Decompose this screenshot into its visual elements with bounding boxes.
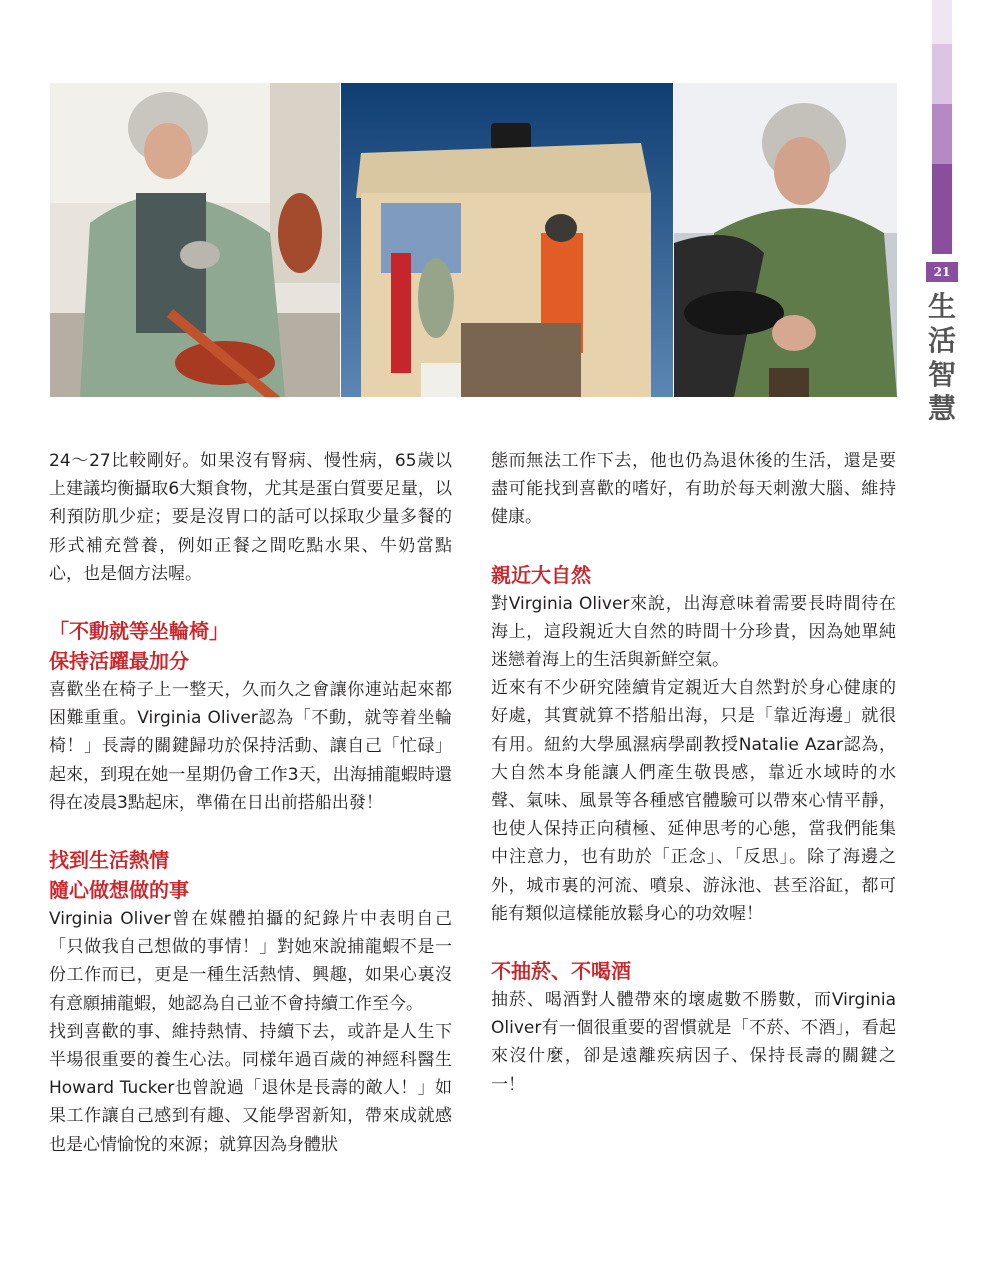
photo-boat-dusk xyxy=(341,83,673,397)
paragraph-continued: 態而無法工作下去，他也仍為退休後的生活，還是要盡可能找到喜歡的嗜好，有助於每天刺激大腦、維持健康。 xyxy=(491,451,896,528)
section-title xyxy=(926,290,958,426)
paragraph-passion: Virginia Oliver曾在媒體拍攝的紀錄片中表明自己「只做我自己想做的事情！」對她來說捕龍蝦不是一份工作而已，更是一種生活熱情、興趣，如果心裏沒有意願捕龍蝦，她認為自己並不會持續工作至今。 xyxy=(49,909,452,1014)
sidebar-tab-4 xyxy=(932,164,952,254)
paragraph-no-smoke-drink: 抽菸、喝酒對人體帶來的壞處數不勝數，而Virginia Oliver有一個很重要的習慣就是「不菸、不酒」，看起來沒什麼，卻是遠離疾病因子、保持長壽的關鍵之一！ xyxy=(491,990,896,1095)
photo-woman-lobster xyxy=(50,83,340,397)
section-title-char: 智 xyxy=(927,358,956,391)
paragraph-tucker: 找到喜歡的事、維持熱情、持續下去，或許是人生下半場很重要的養生心法。同樣年過百歲的神經科醫生Howard Tucker也曾說過「退休是長壽的敵人！」如果工作讓自己感到有趣、又能學習新知，帶來成就感也是心情愉悅的來源；就算因為身體狀 xyxy=(49,1021,452,1155)
intro-paragraph: 24～27比較剛好。如果沒有腎病、慢性病，65歲以上建議均衡攝取6大類食物，尤其是蛋白質要足量，以利預防肌少症；要是沒胃口的話可以採取少量多餐的形式補充營養，例如正餐之間吃點水果、牛奶當點心，也是個方法喔。 xyxy=(49,451,452,584)
heading-no-smoke-drink: 不抽菸、不喝酒 xyxy=(491,959,631,984)
section-title-char: 慧 xyxy=(927,392,956,425)
sidebar-tab-3 xyxy=(932,104,952,164)
heading-nature: 親近大自然 xyxy=(491,562,591,587)
section-title-char: 活 xyxy=(927,324,956,357)
heading-passion-line2: 隨心做想做的事 xyxy=(49,878,189,903)
heading-passion-line1: 找到生活熱情 xyxy=(49,848,169,873)
sidebar-tab-1 xyxy=(932,0,952,44)
left-column xyxy=(49,447,452,1159)
section-title-char: 生 xyxy=(927,290,956,323)
paragraph-nature-sea: 對Virginia Oliver來說，出海意味着需要長時間待在海上，這段親近大自然的時間十分珍貴，因為她單純迷戀着海上的生活與新鮮空氣。 xyxy=(491,593,896,671)
page-number: 21 xyxy=(926,262,958,282)
right-column xyxy=(491,447,896,1099)
heading-stay-active-line1: 「不動就等坐輪椅」 xyxy=(49,619,229,644)
photo-woman-steering xyxy=(674,83,897,397)
paragraph-nature-research: 近來有不少研究陸續肯定親近大自然對於身心健康的好處，其實就算不搭船出海，只是「靠近海邊」就很有用。紐約大學風濕病學副教授Natalie Azar認為，大自然本身能讓人們產生敬畏感，靠近水域時的水聲、氣味、風景等各種感官體驗可以帶來心情平靜，也使人保持正向積極、延伸思考的心態，當我們能集中注意力，也有助於「正念」、「反思」。除了海邊之外，城市裏的河流、噴泉、游泳池、甚至浴缸，都可能有類似這樣能放鬆身心的功效喔！ xyxy=(491,678,896,924)
heading-stay-active-line2: 保持活躍最加分 xyxy=(49,649,189,674)
paragraph-stay-active: 喜歡坐在椅子上一整天，久而久之會讓你連站起來都困難重重。Virginia Oliver認為「不動，就等着坐輪椅！」長壽的關鍵歸功於保持活動、讓自己「忙碌」起來，到現在她一星期仍會工作3天，出海捕龍蝦時還得在凌晨3點起床，準備在日出前搭船出發！ xyxy=(49,680,452,813)
sidebar-tab-2 xyxy=(932,44,952,104)
